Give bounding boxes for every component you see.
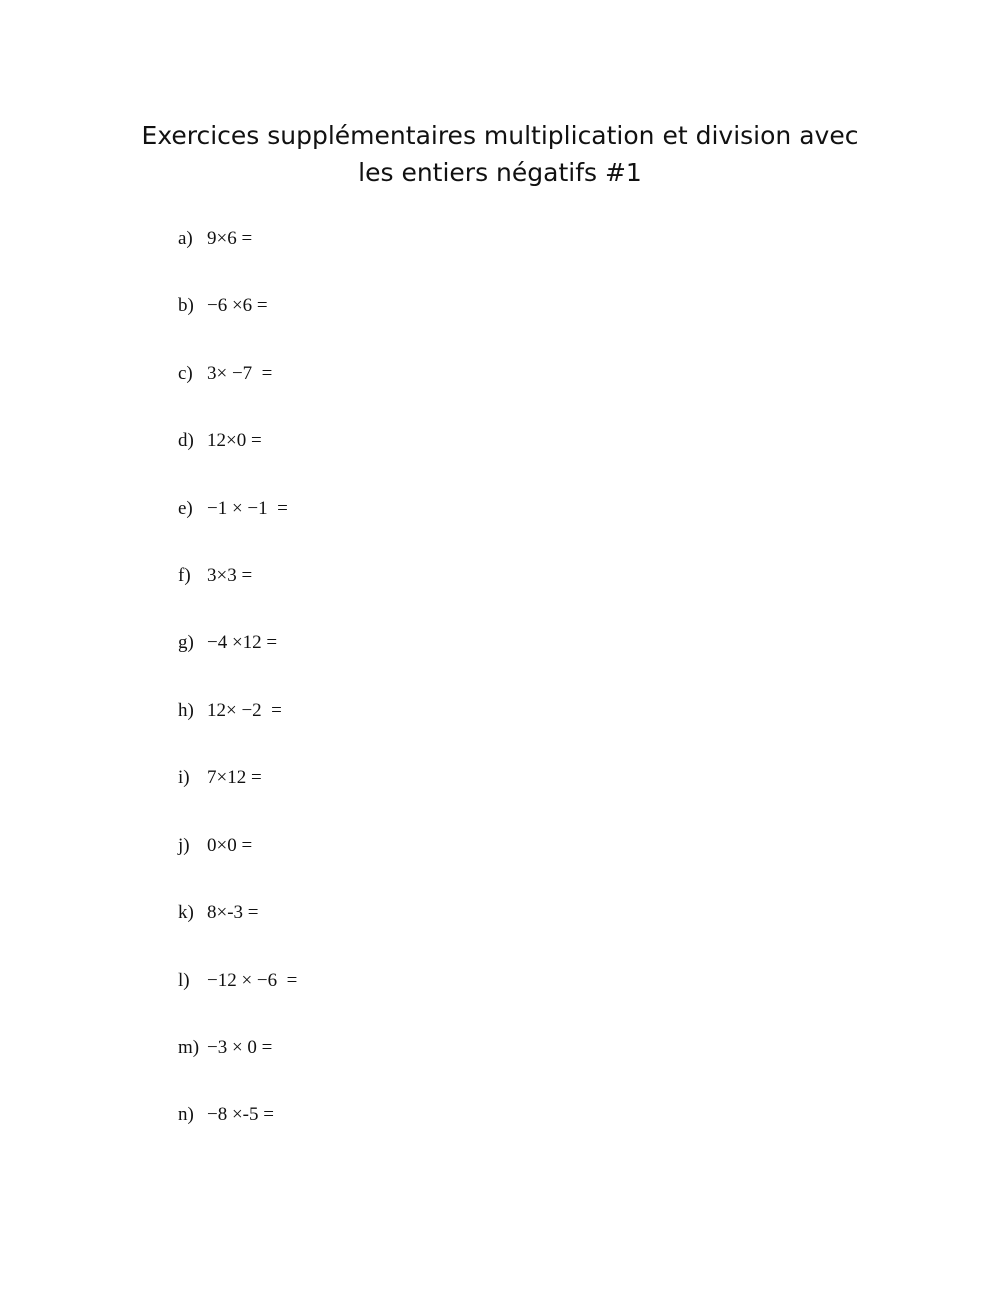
- exercise-expression: 9×6 =: [207, 228, 253, 249]
- exercise-expression: −12 × −6 =: [207, 970, 298, 991]
- page-title: [0, 117, 1000, 191]
- exercise-expression: −3 × 0 =: [207, 1037, 273, 1058]
- exercise-f: [178, 565, 252, 587]
- exercise-label: c): [178, 363, 193, 384]
- exercise-label: l): [178, 970, 190, 991]
- exercise-label: b): [178, 295, 194, 316]
- exercise-label: e): [178, 498, 193, 519]
- exercise-expression: 0×0 =: [207, 835, 253, 856]
- title-line-1: Exercices supplémentaires multiplication et division avec: [141, 121, 859, 150]
- exercise-label: d): [178, 430, 194, 451]
- exercise-label: i): [178, 767, 190, 788]
- exercise-label: a): [178, 228, 193, 249]
- exercise-n: [178, 1104, 274, 1126]
- exercise-d: [178, 430, 262, 452]
- exercise-b: [178, 295, 268, 317]
- exercise-expression: 3× −7 =: [207, 363, 273, 384]
- exercise-expression: −6 ×6 =: [207, 295, 268, 316]
- exercise-m: [178, 1037, 272, 1059]
- exercise-label: f): [178, 565, 191, 586]
- exercise-c: [178, 363, 272, 385]
- exercise-expression: −1 × −1 =: [207, 498, 288, 519]
- title-line-2: les entiers négatifs #1: [358, 158, 642, 187]
- exercise-expression: 12×0 =: [207, 430, 262, 451]
- exercise-e: [178, 498, 288, 520]
- exercise-l: [178, 970, 297, 992]
- exercise-h: [178, 700, 282, 722]
- exercise-g: [178, 632, 277, 654]
- exercise-label: k): [178, 902, 194, 923]
- exercise-expression: 12× −2 =: [207, 700, 282, 721]
- exercise-expression: −4 ×12 =: [207, 632, 278, 653]
- exercise-expression: 7×12 =: [207, 767, 262, 788]
- exercise-expression: 8×-3 =: [207, 902, 259, 923]
- exercise-expression: −8 ×-5 =: [207, 1104, 274, 1125]
- exercise-i: [178, 767, 262, 789]
- exercise-k: [178, 902, 259, 924]
- exercise-label: g): [178, 632, 194, 653]
- exercise-label: n): [178, 1104, 194, 1125]
- exercise-label: j): [178, 835, 190, 856]
- exercise-label: h): [178, 700, 194, 721]
- exercise-label: m): [178, 1037, 200, 1058]
- exercise-j: [178, 835, 252, 857]
- exercise-expression: 3×3 =: [207, 565, 253, 586]
- exercise-a: [178, 228, 252, 250]
